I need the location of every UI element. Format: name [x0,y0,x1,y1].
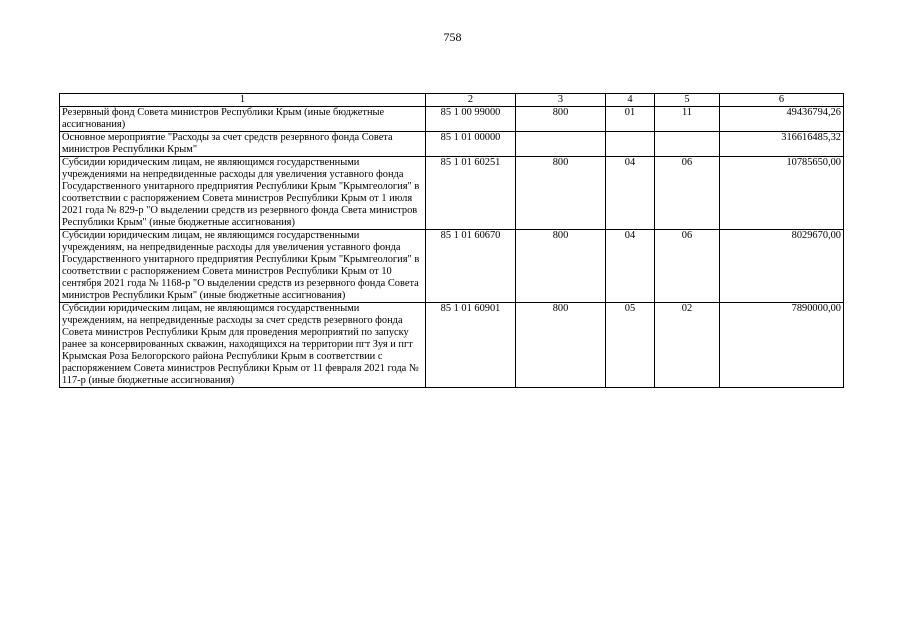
column-header: 6 [720,94,844,107]
row-section [606,132,655,157]
budget-table [59,93,844,388]
table-row [60,157,844,230]
row-expense-type: 800 [516,157,606,230]
row-subsection: 06 [655,157,720,230]
table-row [60,132,844,157]
column-header: 3 [516,94,606,107]
row-amount: 49436794,26 [720,107,844,132]
row-amount: 8029670,00 [720,230,844,303]
row-name: Основное мероприятие "Расходы за счет средств резервного фонда Совета министров Республики Крым" [60,132,426,157]
row-subsection: 06 [655,230,720,303]
row-target-code: 85 1 00 99000 [426,107,516,132]
row-section: 04 [606,157,655,230]
column-header: 4 [606,94,655,107]
row-expense-type: 800 [516,230,606,303]
row-subsection: 02 [655,303,720,388]
row-section: 04 [606,230,655,303]
row-name: Субсидии юридическим лицам, не являющимся государственными учреждениями на непредвиденные расходы для увеличения уставного фонда Государственного унитарного предприятия Республики Крым "Крымгеология" в соответствии с распоряжением Совета министров Республики Крым от 1 июля 2021 года № 829-р "О выделении средств из резервного фонда Света министров Республики Крым" (иные бюджетные ассигнования) [60,157,426,230]
row-expense-type [516,132,606,157]
row-expense-type: 800 [516,107,606,132]
table-row [60,230,844,303]
row-section: 05 [606,303,655,388]
page-number: 758 [443,30,462,44]
row-target-code: 85 1 01 00000 [426,132,516,157]
row-subsection: 11 [655,107,720,132]
row-target-code: 85 1 01 60251 [426,157,516,230]
table-row [60,303,844,388]
row-target-code: 85 1 01 60670 [426,230,516,303]
row-amount: 7890000,00 [720,303,844,388]
row-amount: 316616485,32 [720,132,844,157]
row-name: Субсидии юридическим лицам, не являющимся государственными учреждениям, на непредвиденные расходы для увеличения уставного фонда Государственного унитарного предприятия Республики Крым "Крымгеология" в соответствии с распоряжением Совета министров Республики Крым от 10 сентября 2021 года № 1168-р "О выделении средств из резервного фонда Совета министров Республики Крым" (иные бюджетные ассигнования) [60,230,426,303]
row-section: 01 [606,107,655,132]
table-row [60,107,844,132]
row-target-code: 85 1 01 60901 [426,303,516,388]
row-name: Субсидии юридическим лицам, не являющимся государственными учреждениям, на непредвиденные расходы за счет средств резервного фонда Совета министров Республики Крым для проведения мероприятий по запуску ранее за консервированных скважин, находящихся на территории пгт Зуя и пгт Крымская Роза Белогорского района Республики Крым в соответствии с распоряжением Совета министров Республики Крым от 11 февраля 2021 года № 117-р (иные бюджетные ассигнования) [60,303,426,388]
column-header: 2 [426,94,516,107]
column-header: 5 [655,94,720,107]
row-expense-type: 800 [516,303,606,388]
table-header-row [60,94,844,107]
row-subsection [655,132,720,157]
row-amount: 10785650,00 [720,157,844,230]
column-header: 1 [60,94,426,107]
row-name: Резервный фонд Совета министров Республики Крым (иные бюджетные ассигнования) [60,107,426,132]
